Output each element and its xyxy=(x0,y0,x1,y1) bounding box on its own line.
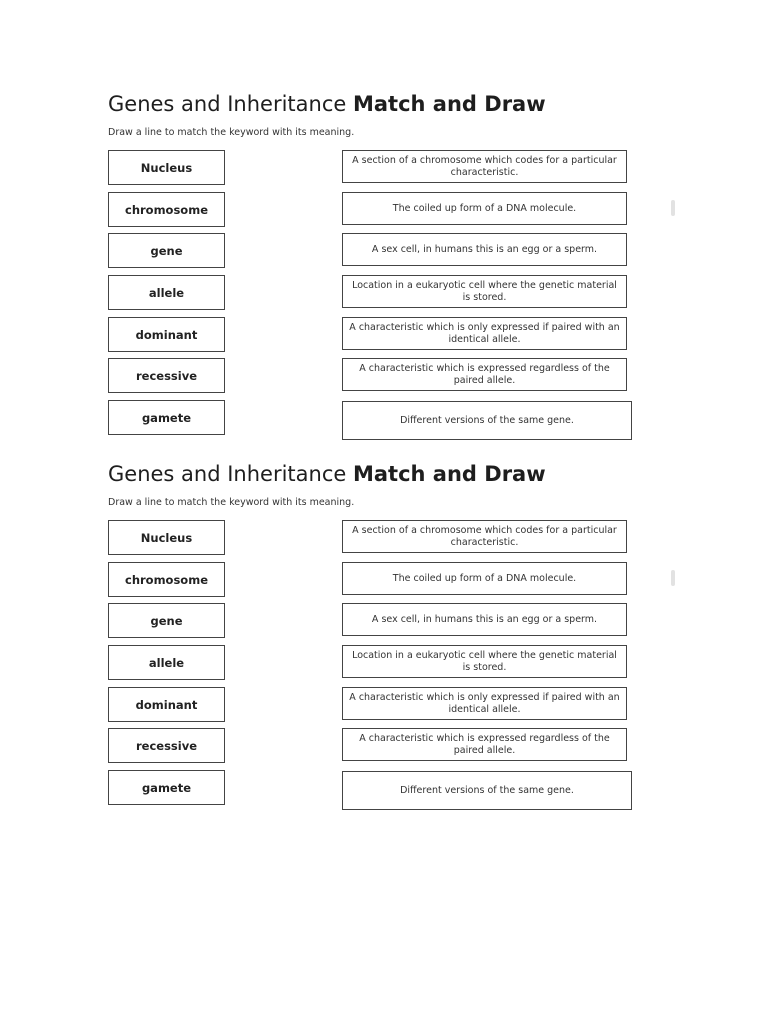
meaning-box-3[interactable]: A sex cell, in humans this is an egg or a sperm. xyxy=(342,603,627,636)
meaning-box-6[interactable]: A characteristic which is expressed regardless of the paired allele. xyxy=(342,358,627,391)
scan-edge-mark xyxy=(671,200,675,216)
meaning-box-2[interactable]: The coiled up form of a DNA molecule. xyxy=(342,562,627,595)
meaning-box-5[interactable]: A characteristic which is only expressed if paired with an identical allele. xyxy=(342,687,627,720)
keyword-box-nucleus[interactable]: Nucleus xyxy=(108,150,225,185)
title-regular: Genes and Inheritance xyxy=(108,92,353,116)
keyword-box-gamete[interactable]: gamete xyxy=(108,400,225,435)
keyword-box-gene[interactable]: gene xyxy=(108,233,225,268)
scan-edge-mark xyxy=(671,570,675,586)
title-regular: Genes and Inheritance xyxy=(108,462,353,486)
keyword-box-gamete[interactable]: gamete xyxy=(108,770,225,805)
meaning-box-1[interactable]: A section of a chromosome which codes for a particular characteristic. xyxy=(342,520,627,553)
keyword-box-allele[interactable]: allele xyxy=(108,645,225,680)
meaning-box-6[interactable]: A characteristic which is expressed regardless of the paired allele. xyxy=(342,728,627,761)
worksheet-title xyxy=(108,462,546,486)
keyword-box-allele[interactable]: allele xyxy=(108,275,225,310)
meaning-box-7[interactable]: Different versions of the same gene. xyxy=(342,771,632,810)
keyword-box-recessive[interactable]: recessive xyxy=(108,728,225,763)
instruction-text: Draw a line to match the keyword with its meaning. xyxy=(108,127,355,138)
keyword-box-dominant[interactable]: dominant xyxy=(108,317,225,352)
meaning-box-4[interactable]: Location in a eukaryotic cell where the genetic material is stored. xyxy=(342,645,627,678)
keyword-box-chromosome[interactable]: chromosome xyxy=(108,562,225,597)
title-bold: Match and Draw xyxy=(352,92,546,116)
meaning-box-4[interactable]: Location in a eukaryotic cell where the genetic material is stored. xyxy=(342,275,627,308)
instruction-text: Draw a line to match the keyword with its meaning. xyxy=(108,497,355,508)
meaning-box-3[interactable]: A sex cell, in humans this is an egg or a sperm. xyxy=(342,233,627,266)
keyword-box-recessive[interactable]: recessive xyxy=(108,358,225,393)
keyword-box-dominant[interactable]: dominant xyxy=(108,687,225,722)
keyword-box-chromosome[interactable]: chromosome xyxy=(108,192,225,227)
keyword-box-nucleus[interactable]: Nucleus xyxy=(108,520,225,555)
meaning-box-5[interactable]: A characteristic which is only expressed if paired with an identical allele. xyxy=(342,317,627,350)
worksheet-title xyxy=(108,92,546,116)
meaning-box-7[interactable]: Different versions of the same gene. xyxy=(342,401,632,440)
title-bold: Match and Draw xyxy=(352,462,546,486)
keyword-box-gene[interactable]: gene xyxy=(108,603,225,638)
meaning-box-2[interactable]: The coiled up form of a DNA molecule. xyxy=(342,192,627,225)
meaning-box-1[interactable]: A section of a chromosome which codes for a particular characteristic. xyxy=(342,150,627,183)
